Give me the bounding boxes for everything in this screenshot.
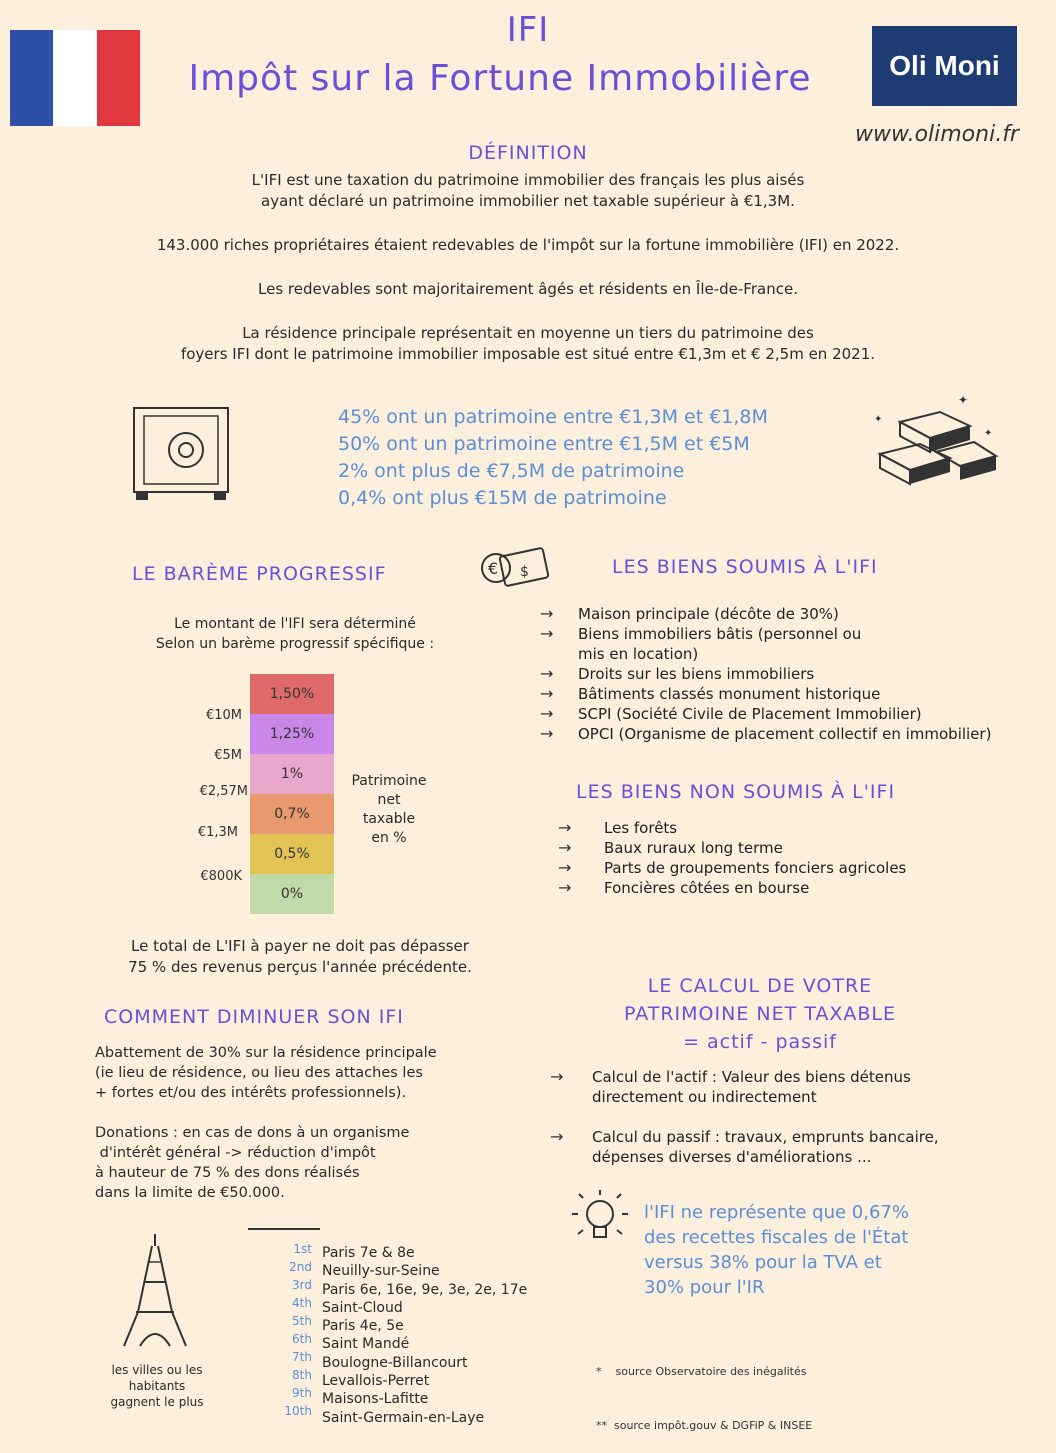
city-item: Paris 6e, 16e, 9e, 3e, 2e, 17e (322, 1281, 528, 1298)
villes-caption (92, 1362, 222, 1410)
arrow-right-icon: → (540, 724, 554, 743)
arrow-right-icon: → (540, 624, 554, 643)
sources (596, 1327, 812, 1453)
list-item (540, 664, 1040, 684)
list-item (558, 858, 1018, 878)
city-item: Paris 4e, 5e (322, 1318, 404, 1335)
highlight-line: l'IFI ne représente que 0,67% (644, 1202, 909, 1223)
list-item (540, 724, 1040, 744)
rank-label: 2nd (289, 1260, 312, 1274)
arrow-right-icon: → (540, 664, 554, 683)
definition-line: La résidence principale représentait en moyenne un tiers du patrimoine des (242, 324, 814, 342)
arrow-right-icon: → (550, 1127, 564, 1146)
gold-bars-icon (870, 392, 1000, 496)
calcul-heading-line: PATRIMOINE NET TAXABLE (623, 1003, 896, 1025)
rank-label: 6th (292, 1332, 312, 1346)
svg-text:✦: ✦ (874, 414, 883, 425)
list-item-text: Biens immobiliers bâtis (personnel ou mis en location) (578, 625, 862, 663)
list-item (540, 684, 1040, 704)
definition-line: L'IFI est une taxation du patrimoine immobilier des français les plus aisés (251, 171, 805, 189)
bareme-note-line: Le total de L'IFI à payer ne doit pas dépasser (131, 937, 469, 955)
diminuer-line: d'intérêt général -> réduction d'impôt (95, 1145, 376, 1161)
rank-label: 4th (292, 1296, 312, 1310)
caption-line: gagnent le plus (110, 1395, 204, 1409)
threshold-label: €1,3M (197, 825, 238, 840)
definition-text (60, 170, 996, 365)
list-item (558, 838, 1018, 858)
city-item: Levallois-Perret (322, 1373, 430, 1390)
city-item: Neuilly-sur-Seine (322, 1263, 440, 1280)
rank-label: 8th (292, 1368, 312, 1382)
rank-label: 1st (293, 1242, 312, 1256)
rank-label: 10th (284, 1404, 312, 1418)
page-title-short: IFI (506, 10, 550, 50)
diminuer-line: + fortes et/ou des intérêts professionnels). (95, 1085, 407, 1101)
city-item: Paris 7e & 8e (322, 1245, 415, 1261)
svg-text:✦: ✦ (958, 393, 969, 407)
svg-text:✦: ✦ (984, 428, 993, 439)
list-item (550, 1067, 1020, 1107)
definition-heading: DÉFINITION (468, 142, 588, 164)
arrow-right-icon: → (540, 604, 554, 623)
city-item: Saint Mandé (322, 1336, 410, 1353)
rank-label: 7th (292, 1350, 312, 1364)
rate-segment: 0,7% (250, 794, 334, 834)
side-label-line: net (377, 792, 401, 808)
rate-segment: 0,5% (250, 834, 334, 874)
list-item (558, 878, 1018, 898)
city-list (322, 1244, 582, 1427)
city-item: Saint-Cloud (322, 1299, 403, 1316)
bareme-bar (250, 674, 334, 914)
city-item: Saint-Germain-en-Laye (322, 1409, 485, 1426)
threshold-label: €10M (205, 708, 242, 723)
diminuer-line: Donations : en cas de dons à un organisme (95, 1125, 410, 1141)
list-item-text: Les forêts (604, 819, 678, 837)
rank-list (282, 1240, 312, 1420)
bareme-heading: LE BARÈME PROGRESSIF (132, 563, 387, 585)
arrow-right-icon: → (558, 818, 572, 837)
calcul-line: Calcul de l'actif : Valeur des biens détenus (592, 1068, 911, 1086)
svg-text:€: € (488, 559, 499, 578)
diminuer-heading: COMMENT DIMINUER SON IFI (104, 1006, 404, 1028)
safe-icon (128, 402, 236, 506)
diminuer-line: Abattement de 30% sur la résidence principale (95, 1045, 437, 1061)
list-item-text: Foncières côtées en bourse (604, 879, 810, 897)
arrow-right-icon: → (550, 1067, 564, 1086)
highlight-line: versus 38% pour la TVA et (644, 1252, 882, 1273)
side-label-line: Patrimoine (351, 773, 427, 789)
list-item-text: Maison principale (décôte de 30%) (578, 605, 839, 623)
side-label-line: en % (371, 830, 407, 846)
calcul-line: dépenses diverses d'améliorations ... (592, 1148, 872, 1166)
bareme-intro-line: Selon un barème progressif spécifique : (155, 636, 435, 652)
list-item-text (592, 1127, 939, 1167)
city-item: Boulogne-Billancourt (322, 1354, 468, 1371)
calcul-heading-line: LE CALCUL DE VOTRE (647, 975, 873, 997)
highlight-text (644, 1200, 1024, 1300)
non-soumis-list (558, 818, 1018, 898)
arrow-right-icon: → (540, 704, 554, 723)
site-url: www.olimoni.fr (855, 122, 1019, 147)
arrow-right-icon: → (558, 838, 572, 857)
threshold-label: €800K (200, 869, 242, 884)
stat-item: 45% ont un patrimoine entre €1,3M et €1,8M (338, 406, 768, 428)
brand-logo: Oli Moni (872, 26, 1017, 106)
source-line: ** source impôt.gouv & DGFiP & INSEE (596, 1419, 813, 1432)
definition-line: 143.000 riches propriétaires étaient redevables de l'impôt sur la fortune immobilière (IFI) en 2022. (156, 236, 900, 254)
caption-line: habitants (128, 1379, 186, 1393)
bareme-side-label (344, 772, 434, 848)
source-line: * source Observatoire des inégalités (596, 1365, 807, 1378)
definition-line: foyers IFI dont le patrimoine immobilier imposable est situé entre €1,3m et € 2,5m en 2021. (180, 345, 876, 363)
stat-item: 50% ont un patrimoine entre €1,5M et €5M (338, 433, 750, 455)
list-item-text: Bâtiments classés monument historique (578, 685, 881, 703)
diminuer-line: à hauteur de 75 % des dons réalisés (95, 1165, 360, 1181)
bareme-note (80, 936, 520, 978)
diminuer-line: dans la limite de €50.000. (95, 1185, 285, 1201)
arrow-right-icon: → (558, 878, 572, 897)
list-item (540, 704, 1040, 724)
bareme-note-line: 75 % des revenus perçus l'année précédente. (128, 958, 472, 976)
divider (248, 1228, 320, 1230)
lightbulb-icon (568, 1186, 632, 1250)
bareme-intro (120, 614, 470, 654)
non-soumis-heading: LES BIENS NON SOUMIS À L'IFI (576, 781, 896, 803)
calcul-heading (540, 972, 980, 1056)
eiffel-tower-icon (118, 1232, 192, 1350)
rank-label: 5th (292, 1314, 312, 1328)
rate-segment: 1% (250, 754, 334, 794)
stats-list (338, 404, 858, 512)
threshold-label: €2,57M (199, 784, 248, 799)
calcul-heading-line: = actif - passif (683, 1031, 837, 1053)
diminuer-line: (ie lieu de résidence, ou lieu des attaches les (95, 1065, 423, 1081)
page-title: Impôt sur la Fortune Immobilière (188, 58, 812, 99)
list-item (550, 1127, 1020, 1167)
rank-label: 3rd (292, 1278, 312, 1292)
soumis-heading: LES BIENS SOUMIS À L'IFI (612, 556, 878, 578)
rate-segment: 1,25% (250, 714, 334, 754)
diminuer-text (95, 1043, 515, 1203)
list-item-text: SCPI (Société Civile de Placement Immobilier) (578, 705, 922, 723)
list-item-text: Droits sur les biens immobiliers (578, 665, 815, 683)
soumis-list (540, 604, 1040, 744)
list-item (540, 624, 1040, 664)
highlight-line: des recettes fiscales de l'État (644, 1227, 909, 1248)
list-item-text (592, 1067, 911, 1107)
list-item (540, 604, 1040, 624)
definition-line: ayant déclaré un patrimoine immobilier net taxable supérieur à €1,3M. (261, 192, 795, 210)
highlight-line: 30% pour l'IR (644, 1277, 765, 1298)
side-label-line: taxable (362, 811, 416, 827)
city-item: Maisons-Lafitte (322, 1391, 429, 1408)
rank-label: 9th (292, 1386, 312, 1400)
svg-text:$: $ (520, 564, 529, 580)
bareme-intro-line: Le montant de l'IFI sera déterminé (174, 616, 416, 632)
stat-item: 0,4% ont plus €15M de patrimoine (338, 487, 667, 509)
arrow-right-icon: → (540, 684, 554, 703)
list-item (558, 818, 1018, 838)
calcul-line: Calcul du passif : travaux, emprunts bancaire, (592, 1128, 939, 1146)
calcul-list (550, 1067, 1020, 1167)
definition-line: Les redevables sont majoritairement âgés et résidents en Île-de-France. (258, 280, 798, 298)
stat-item: 2% ont plus de €7,5M de patrimoine (338, 460, 685, 482)
list-item-text: Parts de groupements fonciers agricoles (604, 859, 907, 877)
list-item-text: Baux ruraux long terme (604, 839, 783, 857)
threshold-label: €5M (214, 748, 242, 763)
arrow-right-icon: → (558, 858, 572, 877)
calcul-line: directement ou indirectement (592, 1088, 817, 1106)
rate-segment: 1,50% (250, 674, 334, 714)
rate-segment: 0% (250, 874, 334, 914)
list-item-text: OPCI (Organisme de placement collectif en immobilier) (578, 725, 992, 743)
caption-line: les villes ou les (111, 1363, 203, 1377)
money-icon (478, 546, 550, 590)
